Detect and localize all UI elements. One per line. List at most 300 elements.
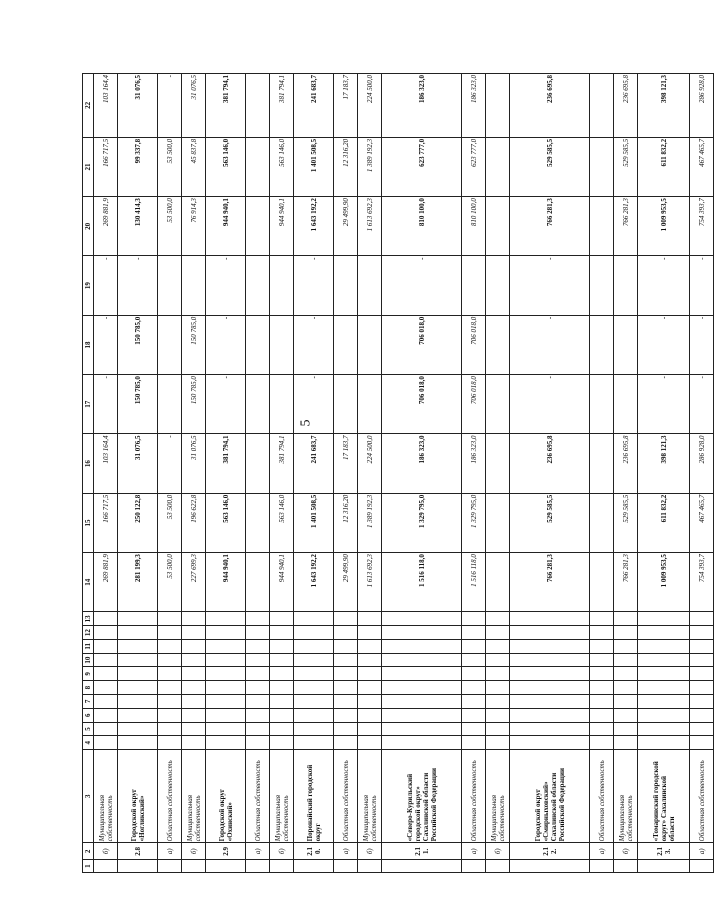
cell-value-c18	[486, 315, 510, 374]
cell-value-c18: -	[294, 315, 334, 374]
cell-blank	[614, 860, 638, 873]
cell-empty	[590, 626, 614, 640]
cell-empty	[382, 681, 462, 695]
cell-value-c20: 130 414,3	[118, 197, 158, 256]
cell-empty	[358, 681, 382, 695]
cell-empty	[182, 722, 206, 736]
cell-value-c14: 281 199,3	[118, 553, 158, 612]
cell-value-c19	[486, 256, 510, 315]
cell-empty	[382, 722, 462, 736]
row-number: б)	[182, 843, 206, 860]
cell-value-c20	[246, 197, 270, 256]
cell-empty	[118, 708, 158, 722]
cell-value-c17	[486, 375, 510, 434]
cell-value-c15: 467 465,7	[690, 493, 714, 552]
cell-value-c14: 227 699,3	[182, 553, 206, 612]
column-header: 5	[83, 722, 94, 736]
budget-table	[82, 73, 714, 873]
row-number: 2.9	[206, 843, 246, 860]
row-name: Муниципальная собственность	[270, 750, 294, 843]
cell-value-c21: 99 337,8	[118, 137, 158, 196]
row-name: Городской округ «Ногликский»	[118, 750, 158, 843]
cell-value-c20	[486, 197, 510, 256]
cell-empty	[462, 626, 486, 640]
cell-empty	[510, 639, 590, 653]
cell-empty	[270, 736, 294, 750]
cell-value-c20: 754 393,7	[690, 197, 714, 256]
cell-empty	[118, 626, 158, 640]
cell-empty	[638, 722, 690, 736]
cell-value-c19	[246, 256, 270, 315]
cell-blank	[94, 860, 118, 873]
cell-empty	[206, 667, 246, 681]
cell-blank	[590, 860, 614, 873]
cell-value-c15: 196 622,8	[182, 493, 206, 552]
cell-empty	[486, 695, 510, 709]
cell-empty	[462, 667, 486, 681]
cell-value-c19	[462, 256, 486, 315]
column-header: 2	[83, 843, 94, 860]
cell-empty	[382, 626, 462, 640]
cell-empty	[638, 612, 690, 626]
cell-value-c22: 286 928,0	[690, 74, 714, 138]
column-header: 21	[83, 137, 94, 196]
cell-value-c14: 1 009 953,5	[638, 553, 690, 612]
cell-blank	[638, 860, 690, 873]
cell-empty	[206, 708, 246, 722]
cell-value-c22	[486, 74, 510, 138]
table-row	[510, 74, 590, 873]
cell-value-c19: -	[638, 256, 690, 315]
cell-empty	[118, 695, 158, 709]
cell-empty	[382, 695, 462, 709]
cell-value-c21: 12 316,20	[334, 137, 358, 196]
cell-empty	[462, 612, 486, 626]
row-number: а)	[246, 843, 270, 860]
cell-empty	[158, 653, 182, 667]
cell-value-c21: 53 500,0	[158, 137, 182, 196]
cell-empty	[590, 722, 614, 736]
cell-value-c16: 17 183,7	[334, 434, 358, 493]
cell-value-c22: 241 683,7	[294, 74, 334, 138]
cell-empty	[614, 612, 638, 626]
cell-value-c15	[486, 493, 510, 552]
cell-empty	[294, 612, 334, 626]
cell-empty	[182, 667, 206, 681]
cell-value-c21: 1 389 192,3	[358, 137, 382, 196]
cell-value-c15: 529 585,5	[510, 493, 590, 552]
page-number: 5	[298, 419, 314, 427]
table-row	[294, 74, 334, 873]
cell-value-c21: 563 146,0	[206, 137, 246, 196]
cell-empty	[334, 612, 358, 626]
cell-empty	[690, 681, 714, 695]
cell-value-c22: 103 164,4	[94, 74, 118, 138]
cell-empty	[182, 681, 206, 695]
cell-empty	[614, 736, 638, 750]
cell-value-c19	[614, 256, 638, 315]
row-number: а)	[690, 843, 714, 860]
cell-empty	[690, 612, 714, 626]
cell-value-c14: 1 516 118,0	[382, 553, 462, 612]
row-name: Муниципальная собственность	[358, 750, 382, 843]
cell-value-c19: -	[382, 256, 462, 315]
cell-empty	[182, 653, 206, 667]
cell-empty	[270, 695, 294, 709]
cell-empty	[182, 708, 206, 722]
cell-value-c17	[614, 375, 638, 434]
table-row	[206, 74, 246, 873]
cell-empty	[94, 653, 118, 667]
cell-value-c21	[486, 137, 510, 196]
cell-blank	[182, 860, 206, 873]
table-row	[246, 74, 270, 873]
cell-empty	[118, 653, 158, 667]
cell-empty	[94, 722, 118, 736]
column-header: 6	[83, 708, 94, 722]
cell-blank	[510, 860, 590, 873]
cell-empty	[246, 708, 270, 722]
row-number: б)	[270, 843, 294, 860]
cell-value-c15: 1 389 192,3	[358, 493, 382, 552]
cell-value-c16: 398 121,3	[638, 434, 690, 493]
row-name: Городской округ «Охинский»	[206, 750, 246, 843]
cell-value-c21: 166 717,5	[94, 137, 118, 196]
cell-empty	[294, 722, 334, 736]
cell-empty	[294, 708, 334, 722]
cell-value-c19	[358, 256, 382, 315]
cell-empty	[206, 736, 246, 750]
cell-value-c17	[358, 375, 382, 434]
cell-empty	[590, 708, 614, 722]
cell-empty	[158, 667, 182, 681]
cell-blank	[206, 860, 246, 873]
cell-value-c20: 810 100,0	[382, 197, 462, 256]
cell-empty	[358, 667, 382, 681]
cell-value-c14: 766 281,3	[510, 553, 590, 612]
cell-empty	[690, 722, 714, 736]
cell-value-c17	[158, 375, 182, 434]
table-row	[690, 74, 714, 873]
cell-empty	[614, 639, 638, 653]
cell-value-c20: 76 914,3	[182, 197, 206, 256]
cell-empty	[334, 695, 358, 709]
cell-empty	[486, 708, 510, 722]
cell-value-c16: 236 695,8	[510, 434, 590, 493]
cell-blank	[294, 860, 334, 873]
cell-value-c17: -	[690, 375, 714, 434]
row-name: Областная собственность	[246, 750, 270, 843]
cell-empty	[638, 695, 690, 709]
cell-empty	[590, 612, 614, 626]
cell-value-c16: 31 076,5	[118, 434, 158, 493]
cell-value-c14: 754 393,7	[690, 553, 714, 612]
cell-empty	[182, 612, 206, 626]
cell-empty	[294, 626, 334, 640]
column-header: 19	[83, 256, 94, 315]
cell-empty	[334, 667, 358, 681]
cell-empty	[590, 736, 614, 750]
cell-value-c16: 186 323,0	[462, 434, 486, 493]
cell-empty	[614, 667, 638, 681]
cell-empty	[270, 708, 294, 722]
cell-value-c22	[590, 74, 614, 138]
cell-empty	[334, 653, 358, 667]
cell-empty	[94, 708, 118, 722]
cell-empty	[690, 653, 714, 667]
cell-empty	[462, 681, 486, 695]
cell-empty	[158, 708, 182, 722]
row-number: а)	[462, 843, 486, 860]
cell-empty	[590, 667, 614, 681]
cell-empty	[294, 681, 334, 695]
cell-empty	[486, 736, 510, 750]
cell-empty	[270, 639, 294, 653]
cell-value-c20: 53 500,0	[158, 197, 182, 256]
cell-empty	[158, 722, 182, 736]
cell-value-c21: 45 837,8	[182, 137, 206, 196]
cell-empty	[206, 653, 246, 667]
cell-value-c19: -	[294, 256, 334, 315]
column-header: 12	[83, 626, 94, 640]
cell-value-c14	[246, 553, 270, 612]
cell-value-c19: -	[206, 256, 246, 315]
row-number: а)	[334, 843, 358, 860]
cell-empty	[246, 626, 270, 640]
cell-value-c22: 381 794,1	[206, 74, 246, 138]
row-name: Областная собственность	[690, 750, 714, 843]
cell-value-c22: 381 794,1	[270, 74, 294, 138]
cell-empty	[510, 653, 590, 667]
cell-empty	[510, 695, 590, 709]
cell-value-c19	[270, 256, 294, 315]
cell-value-c19: -	[510, 256, 590, 315]
cell-empty	[358, 653, 382, 667]
cell-empty	[158, 639, 182, 653]
cell-empty	[118, 681, 158, 695]
cell-value-c15	[246, 493, 270, 552]
cell-empty	[270, 722, 294, 736]
cell-value-c19: -	[118, 256, 158, 315]
cell-value-c16	[590, 434, 614, 493]
cell-empty	[690, 639, 714, 653]
cell-empty	[614, 653, 638, 667]
cell-empty	[206, 722, 246, 736]
cell-empty	[158, 695, 182, 709]
cell-value-c17	[334, 375, 358, 434]
cell-value-c16: 236 695,8	[614, 434, 638, 493]
rotated-table-container	[82, 73, 706, 873]
cell-value-c17: -	[638, 375, 690, 434]
cell-value-c18	[590, 315, 614, 374]
row-name: Поронайский городской округ	[294, 750, 334, 843]
cell-value-c15	[590, 493, 614, 552]
cell-empty	[118, 612, 158, 626]
column-header: 14	[83, 553, 94, 612]
cell-value-c14: 944 940,1	[206, 553, 246, 612]
cell-value-c22	[246, 74, 270, 138]
cell-value-c14: 1 613 692,3	[358, 553, 382, 612]
cell-empty	[182, 639, 206, 653]
cell-empty	[182, 736, 206, 750]
cell-value-c17: -	[294, 375, 334, 434]
cell-value-c18: -	[638, 315, 690, 374]
cell-value-c21: 563 146,0	[270, 137, 294, 196]
column-header: 16	[83, 434, 94, 493]
cell-value-c20	[590, 197, 614, 256]
cell-empty	[94, 639, 118, 653]
cell-empty	[206, 626, 246, 640]
cell-blank	[270, 860, 294, 873]
cell-empty	[358, 722, 382, 736]
cell-value-c21: 529 585,5	[614, 137, 638, 196]
row-name: Городской округ «Смирныховский» Сахалинской области Российской Федерации	[510, 750, 590, 843]
cell-empty	[462, 639, 486, 653]
row-number: 2.1 3.	[638, 843, 690, 860]
column-header: 15	[83, 493, 94, 552]
cell-empty	[246, 653, 270, 667]
cell-value-c19	[158, 256, 182, 315]
cell-empty	[382, 736, 462, 750]
cell-empty	[486, 681, 510, 695]
cell-empty	[118, 639, 158, 653]
cell-value-c16: 381 794,1	[206, 434, 246, 493]
cell-empty	[294, 695, 334, 709]
cell-value-c16: 31 076,5	[182, 434, 206, 493]
cell-value-c20: 1 009 953,5	[638, 197, 690, 256]
row-name: «Северо-Курильский городской округ» Сахалинской области Российской Федерации	[382, 750, 462, 843]
cell-empty	[510, 736, 590, 750]
cell-value-c16: -	[158, 434, 182, 493]
cell-empty	[94, 626, 118, 640]
cell-value-c14: 766 281,3	[614, 553, 638, 612]
cell-value-c21: 529 585,5	[510, 137, 590, 196]
cell-empty	[358, 708, 382, 722]
cell-empty	[246, 612, 270, 626]
cell-value-c22: -	[158, 74, 182, 138]
cell-value-c16: 381 794,1	[270, 434, 294, 493]
cell-empty	[382, 667, 462, 681]
cell-value-c15: 529 585,5	[614, 493, 638, 552]
cell-value-c17: 150 785,0	[118, 375, 158, 434]
cell-value-c15: 53 500,0	[158, 493, 182, 552]
cell-value-c17: 706 018,0	[382, 375, 462, 434]
column-header: 3	[83, 750, 94, 843]
cell-empty	[462, 695, 486, 709]
column-header: 22	[83, 74, 94, 138]
column-header: 4	[83, 736, 94, 750]
cell-value-c17	[246, 375, 270, 434]
cell-value-c22: 186 323,0	[382, 74, 462, 138]
row-number: б)	[486, 843, 510, 860]
cell-value-c22: 236 695,8	[614, 74, 638, 138]
cell-value-c22: 186 323,0	[462, 74, 486, 138]
cell-value-c15: 563 146,0	[206, 493, 246, 552]
cell-empty	[246, 695, 270, 709]
cell-empty	[334, 722, 358, 736]
cell-empty	[182, 626, 206, 640]
cell-empty	[638, 653, 690, 667]
cell-empty	[690, 695, 714, 709]
cell-empty	[638, 667, 690, 681]
cell-blank	[690, 860, 714, 873]
cell-value-c22: 31 076,5	[118, 74, 158, 138]
cell-value-c14: 1 516 118,0	[462, 553, 486, 612]
table-row	[590, 74, 614, 873]
cell-empty	[118, 667, 158, 681]
cell-empty	[614, 681, 638, 695]
cell-value-c16: 241 683,7	[294, 434, 334, 493]
cell-empty	[638, 708, 690, 722]
cell-empty	[294, 736, 334, 750]
cell-value-c18	[614, 315, 638, 374]
cell-empty	[462, 736, 486, 750]
cell-value-c18	[358, 315, 382, 374]
cell-empty	[590, 639, 614, 653]
cell-value-c16: 103 164,4	[94, 434, 118, 493]
cell-value-c17: 706 018,0	[462, 375, 486, 434]
row-number: 2.1 0.	[294, 843, 334, 860]
cell-value-c21: 623 777,0	[382, 137, 462, 196]
cell-value-c18: -	[690, 315, 714, 374]
row-number: б)	[94, 843, 118, 860]
column-header: 13	[83, 612, 94, 626]
cell-value-c21	[246, 137, 270, 196]
cell-empty	[334, 736, 358, 750]
cell-value-c18: -	[206, 315, 246, 374]
cell-empty	[486, 722, 510, 736]
cell-blank	[118, 860, 158, 873]
row-name: Муниципальная собственность	[486, 750, 510, 843]
cell-empty	[94, 667, 118, 681]
cell-value-c20: 1 643 192,2	[294, 197, 334, 256]
cell-value-c15: 1 329 795,0	[462, 493, 486, 552]
cell-empty	[614, 695, 638, 709]
cell-value-c19: -	[94, 256, 118, 315]
cell-value-c14	[486, 553, 510, 612]
cell-value-c20: 944 940,1	[270, 197, 294, 256]
cell-empty	[382, 639, 462, 653]
cell-value-c21	[590, 137, 614, 196]
cell-empty	[334, 626, 358, 640]
cell-value-c16: 186 323,0	[382, 434, 462, 493]
row-number: б)	[358, 843, 382, 860]
cell-empty	[690, 667, 714, 681]
cell-value-c17: -	[94, 375, 118, 434]
row-name: Муниципальная собственность	[614, 750, 638, 843]
cell-value-c19	[590, 256, 614, 315]
cell-empty	[462, 722, 486, 736]
cell-empty	[270, 653, 294, 667]
cell-value-c18: 150 785,0	[182, 315, 206, 374]
cell-empty	[510, 626, 590, 640]
cell-empty	[270, 612, 294, 626]
cell-empty	[294, 639, 334, 653]
cell-empty	[94, 695, 118, 709]
cell-value-c21: 467 465,7	[690, 137, 714, 196]
cell-value-c18: 150 785,0	[118, 315, 158, 374]
cell-value-c19: -	[690, 256, 714, 315]
cell-empty	[158, 612, 182, 626]
cell-value-c18	[270, 315, 294, 374]
cell-empty	[358, 639, 382, 653]
column-header: 1	[83, 860, 94, 873]
row-name: Муниципальная собственность	[182, 750, 206, 843]
cell-empty	[270, 667, 294, 681]
cell-value-c22: 17 183,7	[334, 74, 358, 138]
cell-value-c14: 269 881,9	[94, 553, 118, 612]
cell-value-c15: 563 146,0	[270, 493, 294, 552]
